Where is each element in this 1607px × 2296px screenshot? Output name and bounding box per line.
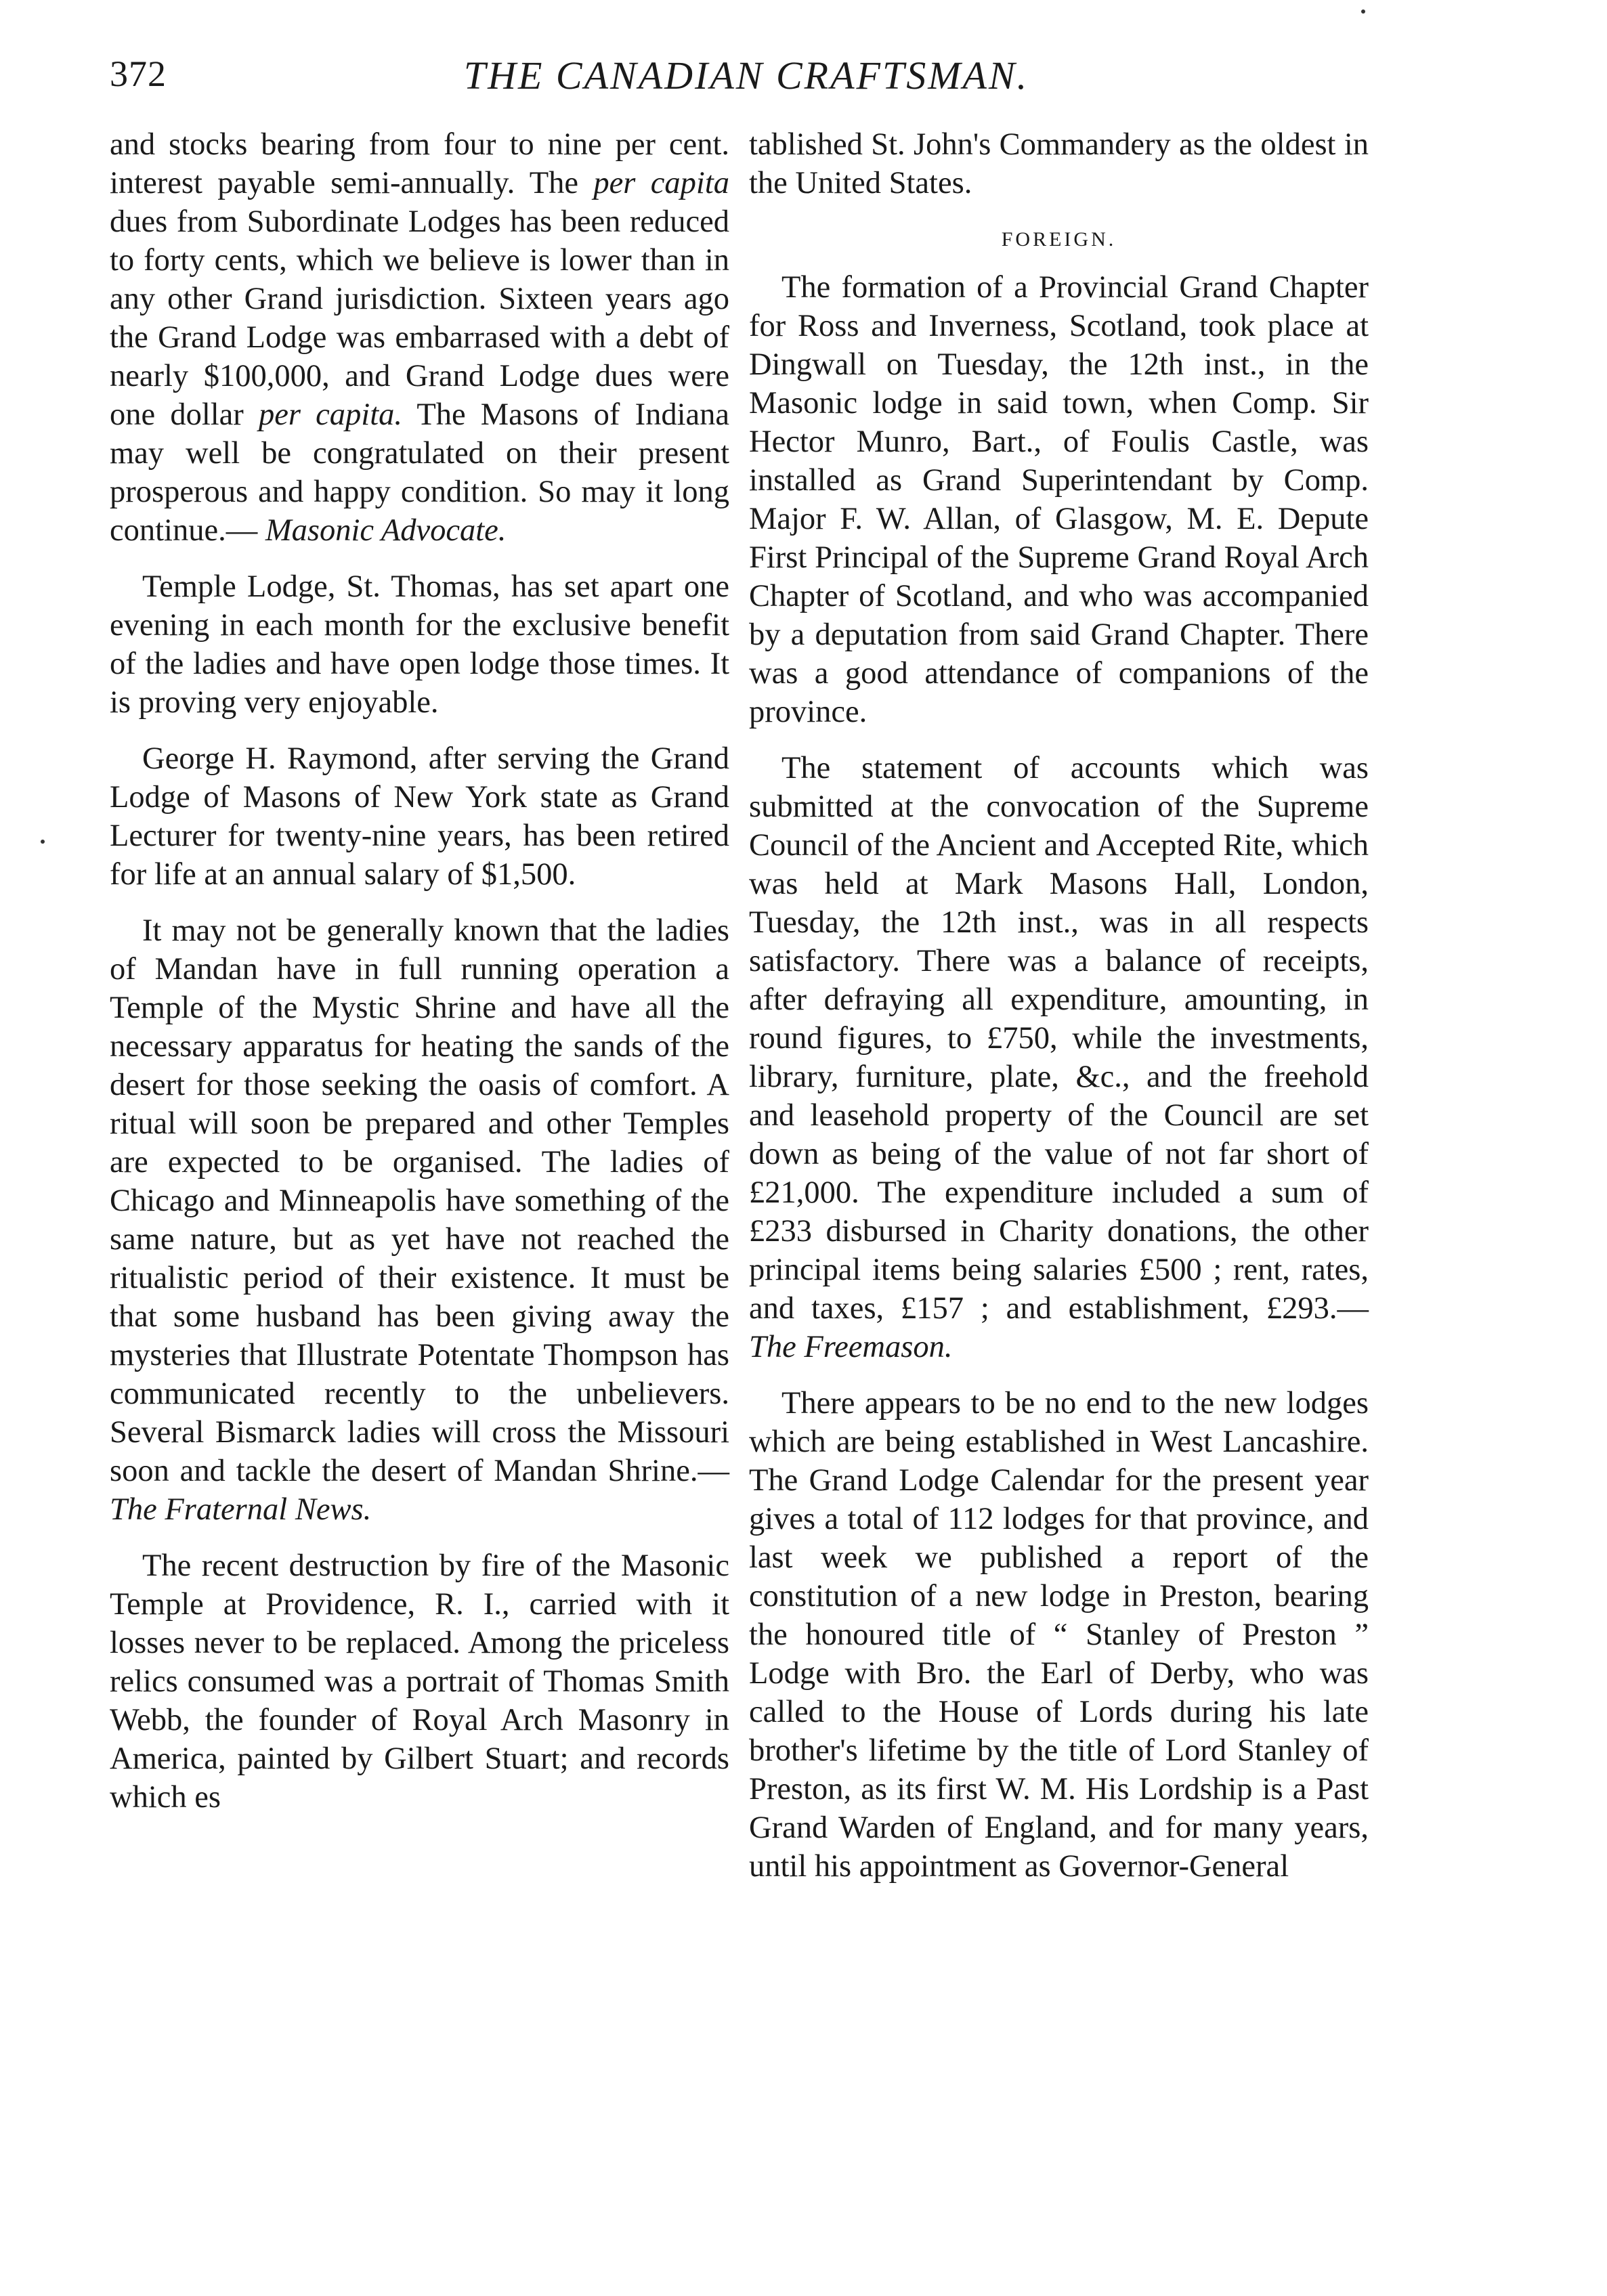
right-column xyxy=(749,125,1369,1903)
source-citation: The Freemason. xyxy=(749,1330,953,1364)
paragraph-provincial-chapter: The formation of a Provincial Grand Chapter for Ross and Inverness, Scotland, took place at Dingwall on Tuesday, the 12th inst., in the Masonic lodge in said town, when Comp. Sir Hector Munro, Bart., of Foulis Castle, was installed as Grand Superintendant by Comp. Major F. W. Allan, of Glasgow, M. E. Depute First Principal of the Supreme Grand Royal Arch Chapter of Scotland, and who was accompanied by a deputation from said Grand Chapter. There was a good attendance of companions of the province. xyxy=(749,270,1369,729)
paragraph-raymond: George H. Raymond, after serving the Grand Lodge of Masons of New York state as Grand Lecturer for twenty-nine years, has been retired for life at an annual salary of $1,500. xyxy=(110,741,729,892)
print-speck xyxy=(1361,9,1365,14)
paragraph-st-johns: tablished St. John's Commandery as the oldest in the United States. xyxy=(749,127,1369,200)
source-citation: The Fraternal News. xyxy=(110,1492,372,1527)
section-heading-foreign: FOREIGN. xyxy=(1001,228,1117,251)
left-column xyxy=(110,125,729,1834)
paragraph-providence-fire: The recent destruction by fire of the Masonic Temple at Providence, R. I., carried with it losses never to be replaced. Among the priceless relics consumed was a portrait of Thomas Smith Webb, the founder of Royal Arch Masonry in America, painted by Gilbert Stuart; and records which es xyxy=(110,1548,729,1815)
page-header xyxy=(110,53,1383,107)
source-citation: Masonic Advocate. xyxy=(265,513,507,548)
paragraph-indiana-finances: and stocks bearing from four to nine per cent. interest payable semi-annually. The per capita dues from Subordinate Lodges has been reduced to forty cents, which we believe is lower than in any other Grand jurisdiction. Sixteen years ago the Grand Lodge was embarrased with a debt of nearly $100,000, and Grand Lodge dues were one dollar per capita. The Masons of Indiana may well be congratulated on their present prosperous and happy condition. So may it long continue.— Masonic Advocate. xyxy=(110,127,730,548)
paragraph-statement-accounts: The statement of accounts which was submitted at the convocation of the Supreme Council of the Ancient and Accepted Rite, which was held at Mark Masons Hall, London, Tuesday, the 12th inst., was in all respects satisfactory. There was a balance of receipts, after defraying all expenditure, amounting, in round figures, to £750, while the investments, library, furniture, plate, &c., and the freehold and leasehold property of the Council are set down as being of the value of not far short of £21,000. The expenditure included a sum of £233 disbursed in Charity donations, the other principal items being salaries £500 ; rent, rates, and taxes, £157 ; and establishment, £293.— The Freemason. xyxy=(749,751,1369,1364)
page-number: 372 xyxy=(110,53,167,94)
paragraph-mandan-ladies: It may not be generally known that the ladies of Mandan have in full running operation a Temple of the Mystic Shrine and have all the necessary apparatus for heating the sands of the desert for those seeking the oasis of comfort. A ritual will soon be prepared and other Temples are expected to be organised. The ladies of Chicago and Minneapolis have something of the same nature, but as yet have not reached the ritualistic period of their existence. It must be that some husband has been giving away the mysteries that Illustrate Potentate Thompson has communicated recently to the unbelievers. Several Bismarck ladies will cross the Missouri soon and tackle the desert of Mandan Shrine.— The Fraternal News. xyxy=(110,913,729,1527)
paragraph-west-lancashire: There appears to be no end to the new lodges which are being established in West Lancashire. The Grand Lodge Calendar for the present year gives a total of 112 lodges for that province, and last week we published a report of the constitution of a new lodge in Preston, bearing the honoured title of “ Stanley of Preston ” Lodge with Bro. the Earl of Derby, who was called to the House of Lords during his late brother's lifetime by the title of Lord Stanley of Preston, as its first W. M. His Lordship is a Past Grand Warden of England, and for many years, until his appointment as Governor-General xyxy=(749,1386,1369,1884)
running-title: THE CANADIAN CRAFTSMAN. xyxy=(463,53,1029,98)
paragraph-temple-lodge: Temple Lodge, St. Thomas, has set apart one evening in each month for the exclusive benefit of the ladies and have open lodge those times. It is proving very enjoyable. xyxy=(110,569,729,720)
print-speck xyxy=(41,840,45,844)
